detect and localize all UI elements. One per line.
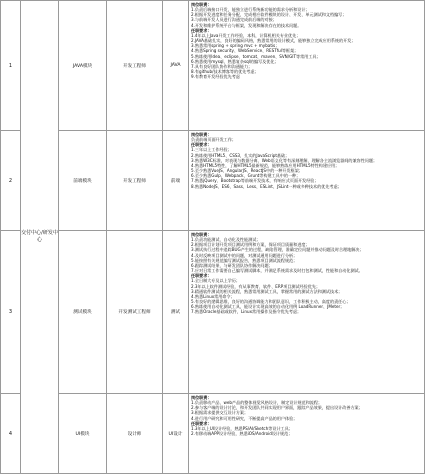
position-type: UI设计 [163, 394, 189, 474]
requirement-line: 3.根据需求提供交互设计方案； [191, 410, 249, 416]
section-heading: 任职要求： [191, 420, 212, 426]
table-row [1, 394, 425, 474]
requirement-line: 2.JAVA基础扎实，良好的编码风格，熟悉常用的设计模式，能够独立完成应用系统的开发； [191, 38, 356, 44]
position-type: 前端 [163, 131, 189, 231]
table-row [1, 1, 425, 131]
requirement-line: 7.熟悉Oracle基础或软件，Linux常用操作及指令优先考虑； [191, 309, 302, 315]
section-heading: 岗位职责： [191, 2, 212, 7]
requirement-line: 6.跟踪测试结果，与研发团队协作解决问题； [191, 262, 273, 268]
requirement-line: 5.能按照有关规范编写测试报告，熟悉项目测试流程规范； [191, 257, 298, 263]
job-description [189, 131, 425, 231]
module-name: UI模块 [59, 394, 107, 474]
requirement-line: 1.3年以上UI设计经验，熟悉PS/AI/Sketch等设计工具； [191, 425, 293, 431]
requirement-line: 1.4年以上Java开发工作经验，本科，计算机相关专业优先； [191, 32, 301, 38]
requirement-line: 7.具有良好团队协作和沟通能力； [191, 63, 253, 69]
requirement-line: 4.熟悉HTML5特性，了解HTML5最新规范，能够熟练应用HTML5特性构建应用； [191, 162, 340, 168]
requirement-line: 3.测试执行过程中追踪BUG产生的过程，缺陷管理，准确定位问题并推动问题及时合理地解决； [191, 247, 364, 253]
row-number: 3 [1, 231, 21, 394]
requirement-line: 1.负责移动产品、web产品的整体视觉风格设计，制定设计规范和流程； [191, 400, 323, 406]
position-type: JAVA [163, 1, 189, 131]
requirement-line: 1.三年以上工作经验； [191, 147, 232, 153]
requirement-line: 1.负责后端接口开发，能独立进行系统新功能的需求分析和设计； [191, 7, 310, 13]
requirement-line: 负责前端页面开发工作； [191, 137, 237, 143]
position-name: 开发工程师 [107, 1, 163, 131]
table-row [1, 131, 425, 231]
requirement-line: 5.至少熟悉VueJS、AngularJS、ReactJS中的一种开发框架； [191, 168, 303, 174]
requirement-line: 4.进行用户研究和可用性研究，不断提高产品的用户体验； [191, 415, 298, 421]
module-name: 测试模块 [59, 231, 107, 394]
position-name: 开发测试工程师 [107, 231, 163, 394]
requirement-line: 2.熟练使用HTML5、CSS3，扎实的JavaScript基础； [191, 152, 290, 158]
requirement-line: 6.熟悉使用mysql，熟悉复杂sql的编写及优化； [191, 58, 279, 64]
organization-cell [21, 1, 59, 474]
organization-label: 交付中心/研发中心 [21, 230, 58, 243]
table-row [1, 231, 425, 394]
requirement-line: 6.至少熟悉Gulp、Webpack、Grunt等构建工具中的一种； [191, 173, 301, 179]
position-name: 设计师 [107, 394, 163, 474]
section-heading: 任职要求： [191, 27, 212, 33]
requirement-line: 2.参与客户端的设计讨论，和开发团队共同实现用户界面，跟踪产品效果，提出设计改善方案； [191, 405, 363, 411]
requirement-line: 3.熟悉常用spring + spring mvc + mybatis； [191, 43, 280, 49]
requirement-line: 1.全日制大专及以上学历； [191, 278, 240, 284]
row-number: 1 [1, 1, 21, 131]
requirement-line: 4.开发和维护系统平台与框架，发现和解决存在的技术问题。 [191, 22, 302, 28]
section-heading: 岗位职责： [191, 395, 212, 400]
position-type: 测试 [163, 231, 189, 394]
section-heading: 任职要求： [191, 273, 212, 279]
section-heading: 岗位职责： [191, 132, 212, 137]
requirement-line: 7.应对日常工作需要自己编写测试脚本，并满足系统需求及时打包和测试，性能和自动化测试。 [191, 268, 363, 274]
section-heading: 岗位职责： [191, 232, 212, 237]
requirement-line: 2.根据项目计划开发项目测试用例和方案，保证项目质量和进度； [191, 242, 310, 248]
requirement-line: 4.熟悉Linux常用命令； [191, 293, 235, 299]
job-description [189, 1, 425, 131]
requirement-line: 2.有移动端APP设计经验，熟悉iOS/Android设计规范； [191, 431, 293, 437]
requirement-line: 7.熟悉jQuery、Bootstrap等前端开发技术，有响应式页面开发经验； [191, 178, 319, 184]
section-heading: 任职要求： [191, 142, 212, 148]
module-name: 前端模块 [59, 131, 107, 231]
requirement-line: 3.精通软件测试的相关流程，熟悉常用测试工具，掌握常用的测试方法和测试技术； [191, 288, 343, 294]
position-name: 开发工程师 [107, 131, 163, 231]
requirement-line: 3.与前端开发人员进行沟通完成前后端的对接； [191, 17, 277, 23]
job-description [189, 231, 425, 394]
requirement-line: 4.熟悉Spring security、WebService、RESTful等框架； [191, 48, 299, 54]
row-number: 4 [1, 394, 21, 474]
requirement-line: 9.有教育开发经验优先考虑 [191, 74, 240, 80]
requirement-line: 3.熟悉W3C标准，对表现与数据分离、Web语义化等有深刻理解，理解各主流浏览器间的兼容性问题； [191, 157, 378, 163]
job-description [189, 394, 425, 474]
requirement-line: 8.有github/技术博客等的优先考虑； [191, 69, 259, 75]
requirement-line: 1.负责功能测试、自动化及性能测试； [191, 237, 261, 243]
requirement-line: 8.熟悉NodeJS、ES6、Sass、Less、ESLint、JSLint一种或多种技术的优先考虑； [191, 183, 342, 189]
requirement-line: 2.根据开发进度和任务分配，完成相应软件模块的设计、开发、单元测试和文档编写； [191, 12, 347, 18]
row-number: 2 [1, 131, 21, 231]
requirement-line: 5.有良好的逻辑思维，良好的沟通协调能力和团队意识，工作积极主动，高度的责任心； [191, 299, 351, 305]
module-name: JAVA模块 [59, 1, 107, 131]
requirement-line: 4.及时反映项目测试中的问题，对测试通用问题进行分析； [191, 252, 298, 258]
requirement-line: 2.3年以上软件测试经验，有从事教育、软件、ERP项目测试经验优先； [191, 283, 321, 289]
requirement-line: 5.熟练使用Idea、eclipse、tomcat、maven、SVN/GIT等常用工具； [191, 53, 321, 59]
requirement-line: 6.熟练使用自动化测试工具，能设计实现高效的自动化用例 LoadRunner、JMeter； [191, 304, 345, 310]
